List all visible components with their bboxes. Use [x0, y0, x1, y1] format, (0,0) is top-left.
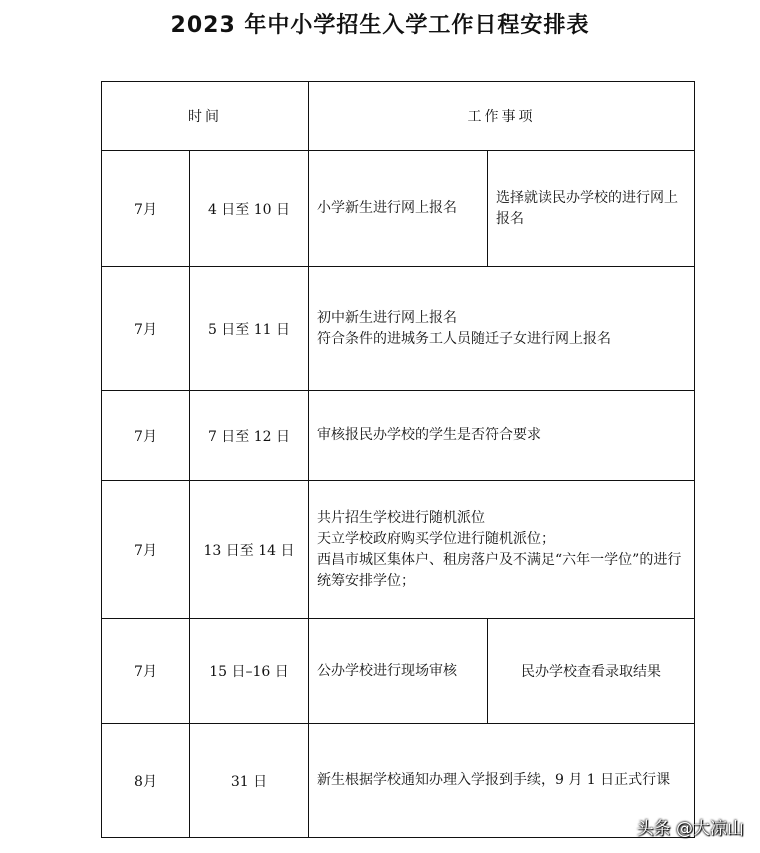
work-item-cell	[309, 619, 488, 724]
work-item-line: 符合条件的进城务工人员随迁子女进行网上报名	[317, 330, 611, 347]
days-cell: 31 日	[190, 724, 309, 838]
work-item-cell	[309, 391, 695, 481]
work-item-line: 初中新生进行网上报名	[317, 309, 457, 326]
work-item-line: 小学新生进行网上报名	[317, 200, 457, 216]
work-item-line: 公办学校进行现场审核	[317, 662, 457, 679]
work-item-cell	[309, 481, 695, 619]
table-row	[102, 619, 695, 724]
days-cell: 4 日至 10 日	[190, 151, 309, 267]
month-cell: 8月	[102, 724, 190, 838]
work-item-cell	[488, 151, 695, 267]
table-row	[102, 151, 695, 267]
month-cell: 7月	[102, 151, 190, 267]
days-cell: 7 日至 12 日	[190, 391, 309, 481]
header-time: 时间	[102, 82, 309, 151]
days-cell: 5 日至 11 日	[190, 267, 309, 391]
work-item-line: 选择就读民办学校的进行网上报名	[496, 189, 678, 227]
days-cell: 15 日–16 日	[190, 619, 309, 724]
work-item-cell	[309, 267, 695, 391]
month-cell: 7月	[102, 619, 190, 724]
work-item-line: 西昌市城区集体户、租房落户及不满足“六年一学位”的进行统筹安排学位；	[317, 551, 682, 589]
work-item-cell	[488, 619, 695, 724]
table-header-row	[102, 82, 695, 151]
work-item-cell	[309, 151, 488, 267]
page-title: 2023 年中小学招生入学工作日程安排表	[170, 13, 590, 38]
table-row	[102, 267, 695, 391]
work-item-line: 审核报民办学校的学生是否符合要求	[317, 427, 541, 443]
table-row	[102, 724, 695, 838]
work-item-line: 共片招生学校进行随机派位	[317, 509, 485, 526]
work-item-line: 新生根据学校通知办理入学报到手续，9 月 1 日正式行课	[317, 772, 671, 788]
month-cell: 7月	[102, 481, 190, 619]
work-item-line: 天立学校政府购买学位进行随机派位；	[317, 530, 555, 547]
schedule-table	[101, 81, 695, 838]
header-work-items: 工作事项	[309, 82, 695, 151]
work-item-line: 民办学校查看录取结果	[521, 664, 661, 680]
table-row	[102, 481, 695, 619]
month-cell: 7月	[102, 391, 190, 481]
table-row	[102, 391, 695, 481]
month-cell: 7月	[102, 267, 190, 391]
watermark: 头条 @大凉山	[636, 819, 744, 839]
days-cell: 13 日至 14 日	[190, 481, 309, 619]
